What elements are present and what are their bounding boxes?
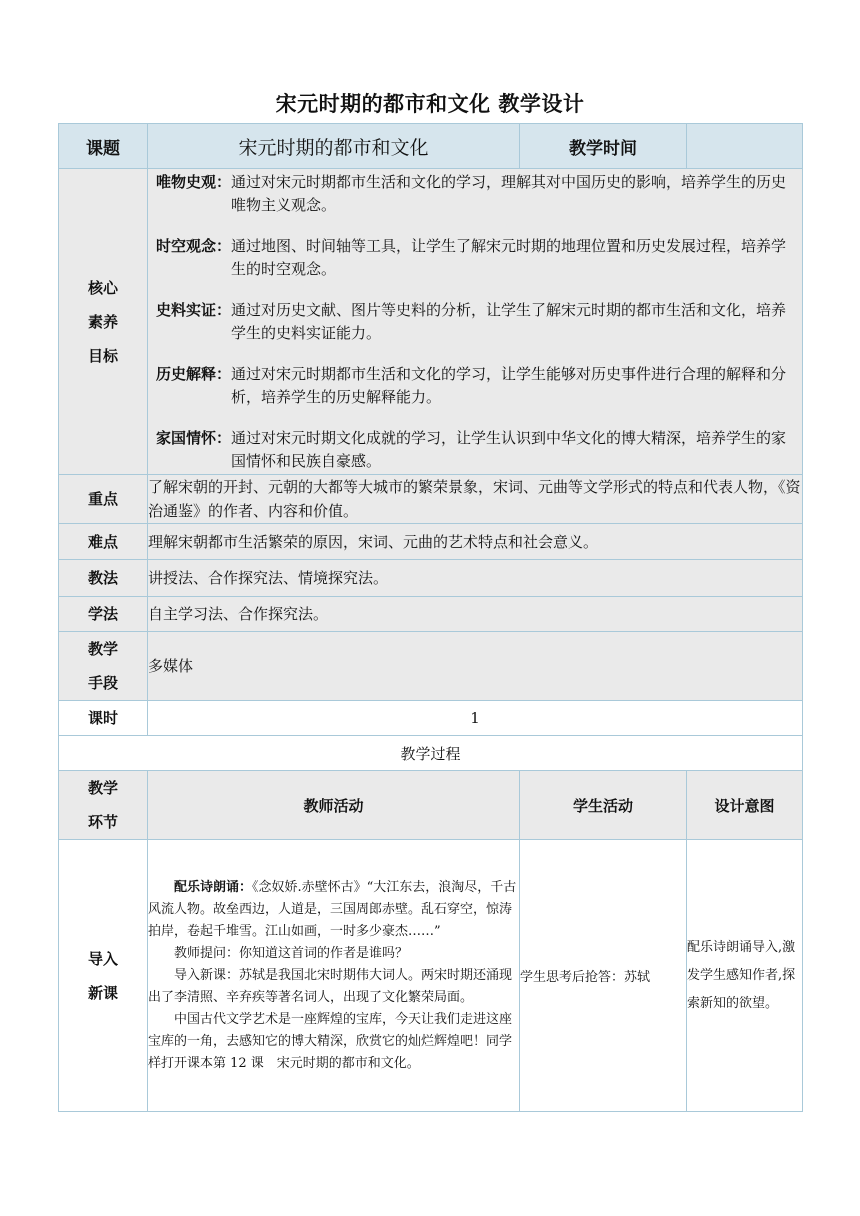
goal-label: 历史解释： [156,365,232,383]
lead-in-paragraph: 导入新课：苏轼是我国北宋时期伟大词人。两宋时期还涌现出了李清照、辛弃疾等著名词人，出现了文化繁荣局面。 [148,967,513,1005]
stage-header-line: 环节 [87,813,118,831]
goal-text: 通过对宋元时期都市生活和文化的学习，理解其对中国历史的影响，培养学生的历史唯物主义观念。 [231,173,787,214]
difficult-points-label: 难点 [59,524,148,560]
teaching-means-label-line: 手段 [87,674,118,692]
teaching-time-value [687,124,803,169]
intro-student-activity: 学生思考后抢答：苏轼 [520,840,687,1112]
goal-item [156,299,796,345]
teacher-activity-header: 教师活动 [148,771,520,840]
transition-paragraph: 中国古代文学艺术是一座辉煌的宝库，今天让我们走进这座宝库的一角，去感知它的博大精深，欣赏它的灿烂辉煌吧！同学样打开课本第 12 课 宋元时期的都市和文化。 [148,1011,513,1071]
goal-item [156,363,796,409]
student-activity-header: 学生活动 [520,771,687,840]
stage-header-line: 教学 [87,779,118,797]
teaching-time-label: 教学时间 [520,124,687,169]
class-hours-row [59,701,803,736]
core-goals-label-line: 核心 [87,278,118,297]
teaching-method-row [59,560,803,597]
poem-recital-text: 《念奴娇.赤壁怀古》“大江东去，浪淘尽，千古风流人物。故垒西边，人道是，三国周郎赤壁。乱石穿空，惊涛拍岸，卷起千堆雪。江山如画，一时多少豪杰……” [148,879,517,939]
goal-text: 通过对历史文献、图片等史料的分析，让学生了解宋元时期的都市生活和文化，培养学生的史料实证能力。 [231,301,787,342]
core-goals-row [59,169,803,475]
class-hours-value: 1 [148,701,803,736]
learning-method-label: 学法 [59,597,148,632]
process-title-row [59,736,803,771]
goal-item [156,235,796,281]
intro-stage-label-line: 导入 [87,949,118,968]
class-hours-label: 课时 [59,701,148,736]
design-intent-header: 设计意图 [687,771,803,840]
poem-recital-label: 配乐诗朗诵： [174,879,253,895]
difficult-points-row [59,524,803,560]
teaching-means-label [59,632,148,701]
core-goals-label-line: 目标 [87,346,118,365]
document-title: 宋元时期的都市和文化 教学设计 [275,91,585,116]
intro-stage-row [59,840,803,1112]
key-points-row [59,475,803,524]
goal-text: 通过地图、时间轴等工具，让学生了解宋元时期的地理位置和历史发展过程，培养学生的时空观念。 [231,237,787,278]
header-row [59,124,803,169]
intro-stage-label [59,840,148,1112]
teaching-means-row [59,632,803,701]
goal-label: 史料实证： [156,301,232,319]
goal-item [156,427,796,473]
goal-text: 通过对宋元时期都市生活和文化的学习，让学生能够对历史事件进行合理的解释和分析，培养学生的历史解释能力。 [231,365,787,406]
difficult-points-text: 理解宋朝都市生活繁荣的原因，宋词、元曲的艺术特点和社会意义。 [148,524,803,560]
key-points-text: 了解宋朝的开封、元朝的大都等大城市的繁荣景象，宋词、元曲等文学形式的特点和代表人物，《资治通鉴》的作者、内容和价值。 [148,475,803,524]
learning-method-row [59,597,803,632]
process-header-row [59,771,803,840]
topic-value: 宋元时期的都市和文化 [148,124,520,169]
poem-recital-paragraph [148,877,519,943]
teaching-method-text: 讲授法、合作探究法、情境探究法。 [148,560,803,597]
process-title: 教学过程 [59,736,803,771]
teaching-method-label: 教法 [59,560,148,597]
core-goals-label-line: 素养 [87,312,118,331]
goal-label: 时空观念： [156,237,232,255]
lesson-plan-table [58,123,803,1112]
key-points-label: 重点 [59,475,148,524]
teaching-means-text: 多媒体 [148,632,803,701]
goal-label: 唯物史观： [156,173,232,191]
learning-method-text: 自主学习法、合作探究法。 [148,597,803,632]
teaching-means-label-line: 教学 [87,640,118,658]
teacher-question-paragraph: 教师提问：你知道这首词的作者是谁吗？ [174,945,409,961]
goal-label: 家国情怀： [156,429,232,447]
intro-teacher-activity [148,840,520,1112]
intro-stage-label-line: 新课 [87,983,118,1002]
intro-design-intent: 配乐诗朗诵导入,激发学生感知作者,探索新知的欲望。 [687,840,803,1112]
core-goals-content [148,169,803,475]
stage-column-header [59,771,148,840]
goal-item [156,171,796,217]
topic-label: 课题 [59,124,148,169]
goal-text: 通过对宋元时期文化成就的学习，让学生认识到中华文化的博大精深，培养学生的家国情怀和民族自豪感。 [231,429,787,470]
core-goals-label [59,169,148,475]
